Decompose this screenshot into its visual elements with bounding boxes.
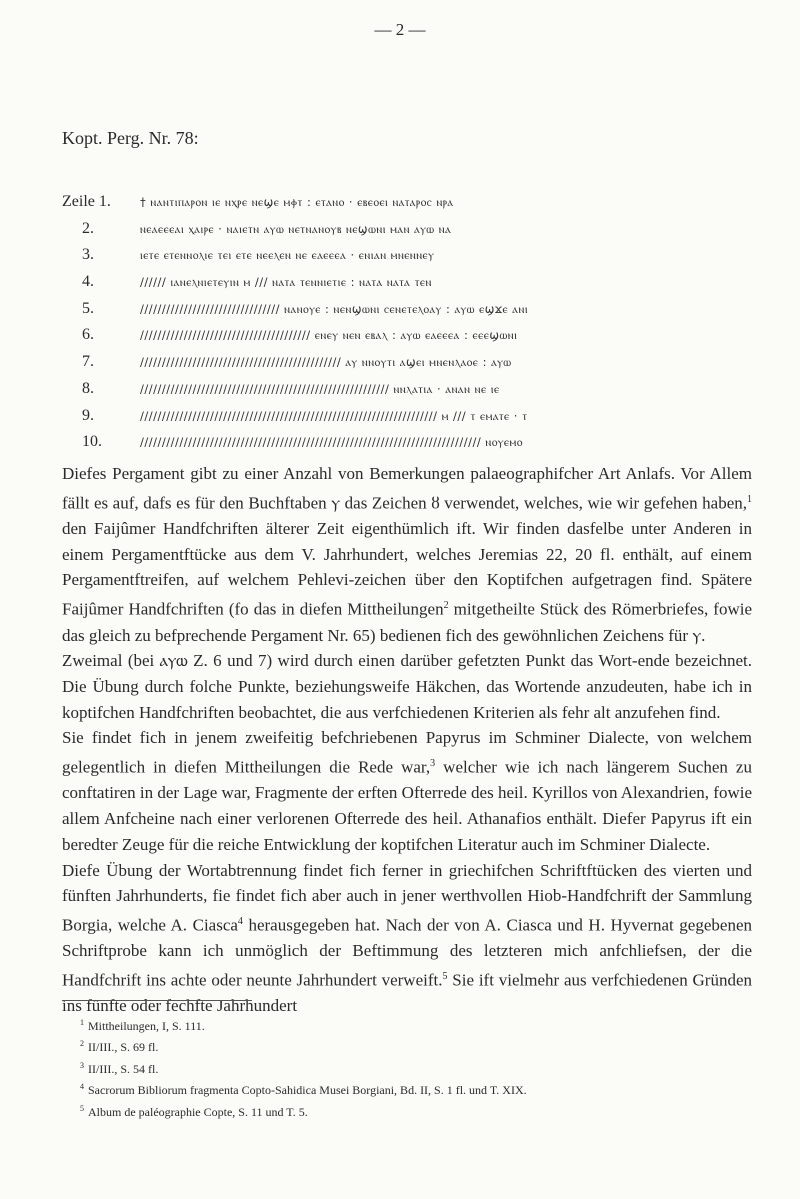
transcription-line [62, 220, 752, 247]
body-text [62, 461, 752, 1019]
line-label [62, 246, 140, 264]
page-number: — 2 — [374, 20, 426, 39]
footnote-text: Sacrorum Bibliorum fragmenta Copto-Sahidica Musei Borgiani, Bd. II, S. 1 fl. und T. XIX. [88, 1083, 527, 1098]
line-number: 9. [82, 406, 94, 424]
paragraph [62, 648, 752, 725]
footnote-ref: 3 [430, 758, 436, 770]
line-number: 10. [82, 433, 102, 451]
paragraph-text: Diefes Pergament gibt zu einer Anzahl von Bemerkungen palaeographifcher Art Anlafs. Vor Allem fällt es auf, dafs es für den Buchftaben ⲩ das Zeichen ȣ verwendet, welches, wie wir gefehen haben, [62, 464, 752, 513]
paragraph-text: Sie findet fich in jenem zweifeitig befchriebenen Papyrus im Schminer Dialecte, von welchem gelegentlich in diefen Mittheilungen die Rede war, [62, 728, 752, 777]
line-label [62, 220, 140, 238]
line-number: 1. [98, 193, 111, 210]
footnote [80, 1057, 750, 1078]
footnote-number: 1 [80, 1018, 84, 1027]
footnote [80, 1100, 750, 1121]
line-label [62, 273, 140, 291]
footnote [80, 1014, 750, 1035]
line-number: 3. [82, 246, 94, 264]
footnote-ref: 1 [747, 493, 752, 505]
paragraph [62, 858, 752, 1020]
line-number: 4. [82, 273, 94, 291]
page-heading: Kopt. Perg. Nr. 78: [62, 128, 199, 148]
line-number: 5. [82, 299, 94, 317]
line-number: 6. [82, 326, 94, 344]
transcription-line [62, 407, 752, 434]
line-label [62, 300, 140, 318]
footnote [80, 1078, 750, 1099]
transcription-line [62, 353, 752, 380]
paragraph [62, 725, 752, 857]
transcription-block [62, 193, 752, 460]
transcription-line [62, 193, 752, 220]
paragraph-text: Diefe Übung der Wortabtrennung findet fich ferner in griechifchen Schriftftücken des vierten und fünften Jahrhunderts, fie findet fich aber auch in jener werthvollen Hiob-Handfchrift der Sammlung Borgia, welche A. Ciasca [62, 860, 752, 935]
transcription-line [62, 246, 752, 273]
transcription-line [62, 273, 752, 300]
footnote-number: 5 [80, 1103, 84, 1113]
footnotes [80, 1014, 750, 1121]
line-number: 2. [82, 219, 94, 237]
coptic-line-text: /////////////////////////////////////// ⲉⲛⲉⲩ ⲛⲉⲛ ⲉⲃⲁⲗ : ⲁⲩⲱ ⲉⲁⲉⲉⲉⲁ : ⲉⲉⲉϣⲱⲛⲓ [140, 328, 518, 343]
line-label [62, 433, 140, 451]
coptic-line-text: ⲛⲉⲁⲉⲉⲉⲁⲓ ⲭⲁⲓⲣⲉ · ⲛⲁⲓⲉⲧⲛ ⲁⲩⲱ ⲛⲉⲧⲛⲁⲛⲟⲩⲃ ⲛⲉϣⲱⲛⲓ ⲙⲁⲛ ⲁⲩⲱ ⲛⲁ [140, 221, 452, 236]
paragraph-text: welcher wie ich nach längerem Suchen zu conftatiren in der Lage war, Fragmente der erften Ofterrede des heil. Kyrillos von Alexandrien, fowie allem Anfcheine nach einer verlorenen Ofterrede des heil. Athanafios enthält. Diefer Papyrus ift ein beredter Zeuge für die reiche Entwicklung der koptifchen Literatur auch im Schminer Dialecte. [62, 757, 752, 854]
coptic-line-text: //////////////////////////////// ⲛⲁⲛⲟⲩⲉ : ⲛⲉⲛϣⲱⲛⲓ ⲥⲉⲛⲉⲧⲉⲗⲟⲁⲩ : ⲁⲩⲱ ⲉϣϫⲉ ⲁⲛⲓ [140, 301, 529, 316]
line-label [62, 326, 140, 344]
transcription-line [62, 380, 752, 407]
coptic-line-text: ////////////////////////////////////////////////////////////////////////////// ⲛⲟⲩⲉⲙⲟ [140, 435, 523, 450]
footnote [80, 1035, 750, 1056]
footnote-ref: 2 [443, 600, 449, 612]
footnote-number: 3 [80, 1060, 84, 1070]
transcription-line [62, 300, 752, 327]
line-label [62, 353, 140, 371]
coptic-line-text: ////// ⲓⲁⲛⲉⲗⲛⲓⲉⲧⲉⲩⲓⲛ ⲙ /// ⲛⲁⲧⲁ ⲧⲉⲛⲛⲓⲉⲧⲓⲉ : ⲛⲁⲧⲁ ⲛⲁⲧⲁ ⲧⲉⲛ [140, 275, 432, 290]
footnote-ref: 5 [442, 970, 448, 982]
footnote-text: Album de paléographie Copte, S. 11 und T. 5. [88, 1104, 308, 1119]
transcription-line [62, 433, 752, 460]
coptic-line-text: ⲓⲉⲧⲉ ⲉⲧⲉⲛⲛⲟⲗⲓⲉ ⲧⲉⲓ ⲉⲧⲉ ⲛⲉⲉⲗⲉⲛ ⲛⲉ ⲉⲁⲉⲉⲉⲁ · ⲉⲛⲓⲁⲛ ⲙⲛⲉⲛⲛⲉⲩ [140, 248, 435, 263]
paragraph-text: herausgegeben hat. Nach der von A. Ciasca und H. Hyvernat gegebenen Schriftprobe kann ich unmöglich der Beftimmung des letzteren mich anfchliefsen, der die Handfchrift ins achte oder neunte Jahrhundert verweift. [62, 915, 752, 990]
line-number: 7. [82, 353, 94, 371]
paragraph-text: den Faijûmer Handfchriften älterer Zeit eigenthümlich ift. Wir finden dasfelbe unter Anderen in einem Pergamentftücke aus dem V. Jahrhundert, welches Jeremias 22, 20 fl. enthält, auf einem Pergamentftreifen, auf welchem Pehlevi-zeichen über den Koptifchen aufgetragen find. Spätere Faijûmer Handfchriften (fo das in diefen Mittheilungen [62, 519, 752, 619]
coptic-line-text: ///////////////////////////////////////////////////////// ⲛⲛⲗⲁⲧⲓⲁ · ⲁⲛⲁⲛ ⲛⲉ ⲓⲉ [140, 381, 500, 396]
footnote-number: 4 [80, 1082, 84, 1092]
line-label [62, 407, 140, 425]
coptic-line-text: //////////////////////////////////////////////////////////////////// ⲙ /// ⲧ ⲉⲙⲁⲧⲉ · ⲧ [140, 408, 528, 423]
footnote-text: Mittheilungen, I, S. 111. [88, 1019, 205, 1033]
paragraph-text: mitgetheilte Stück des Römerbriefes, fowie das gleich zu befprechende Pergament Nr. 65) bedienen fich des gewöhnlichen Zeichens für ⲩ. [62, 599, 752, 645]
footnote-text: II/III., S. 54 fl. [88, 1061, 159, 1076]
zeile-word: Zeile [62, 193, 99, 210]
paragraph-text: Sie ift vielmehr aus verfchiedenen Gründen ins fünfte oder fechfte Jahrhundert [62, 970, 753, 1016]
line-label [62, 380, 140, 398]
transcription-line [62, 326, 752, 353]
footnote-number: 2 [80, 1039, 84, 1049]
footnote-text: II/III., S. 69 fl. [88, 1040, 159, 1055]
coptic-line-text: † ⲛⲁⲛⲧⲓⲡⲁⲣⲟⲛ ⲓⲉ ⲛⲭⲣⲉ ⲛⲉϣⲉ ⲙⲫⲧ : ⲉⲧⲁⲛⲟ · ⲉⲃⲉⲟⲉⲓ ⲛⲁⲧⲁⲣⲟⲥ ⲛⲣⲁ [140, 195, 454, 209]
footnote-ref: 4 [237, 915, 243, 927]
footnote-divider [62, 1000, 252, 1001]
line-label [62, 193, 140, 211]
coptic-line-text: ////////////////////////////////////////////// ⲁⲩ ⲛⲛⲟⲩⲧⲓ ⲁϣⲉⲓ ⲙⲛⲉⲛⲗⲁⲟⲉ : ⲁⲩⲱ [140, 355, 512, 370]
paragraph [62, 461, 752, 648]
paragraph-text: Zweimal (bei ⲁⲩⲱ Z. 6 und 7) wird durch einen darüber gefetzten Punkt das Wort-ende bezeichnet. Die Übung durch folche Punkte, beziehungsweife Häkchen, das Wortende anzudeuten, habe ich in koptifchen Handfchriften beobachtet, die aus verfchiedenen Kriterien als fehr alt anzufehen find. [62, 651, 752, 722]
line-number: 8. [82, 379, 94, 397]
